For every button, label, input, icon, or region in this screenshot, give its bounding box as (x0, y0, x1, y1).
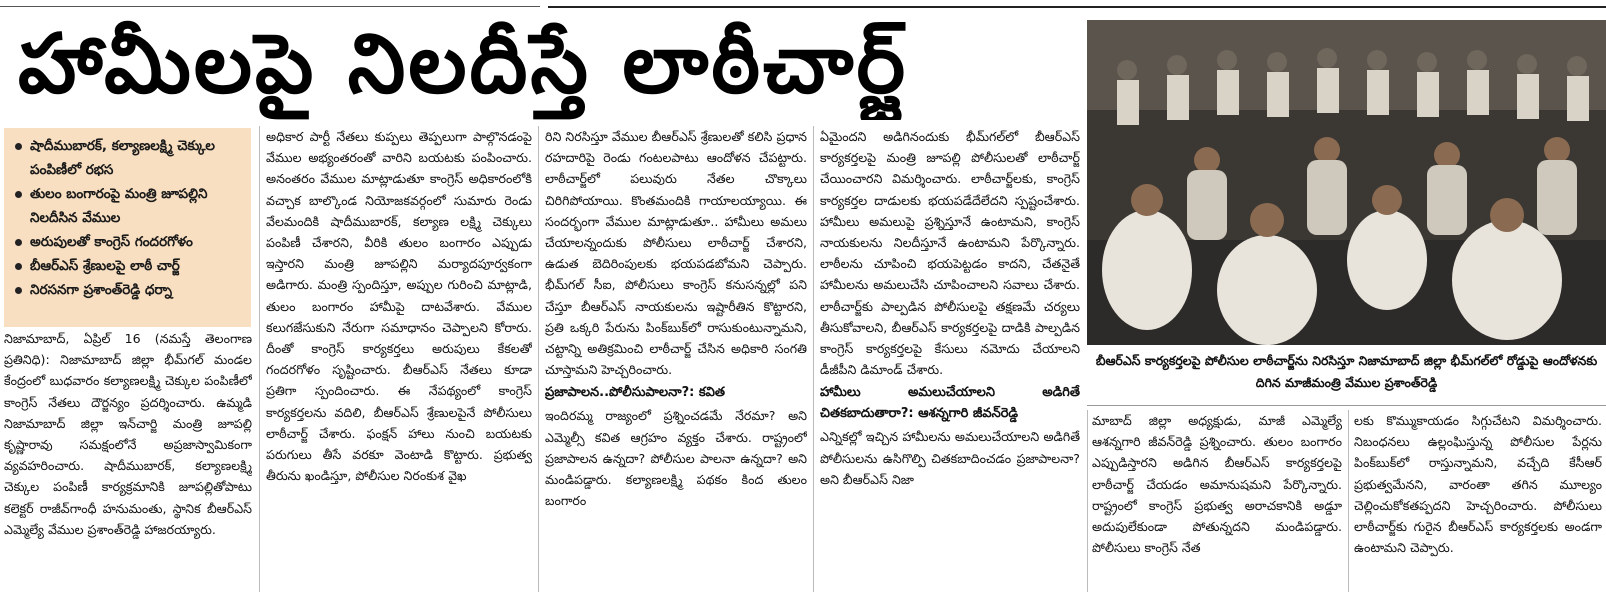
top-rule-left (0, 6, 540, 7)
news-photo (1087, 20, 1606, 345)
highlight-item: అరుపులతో కాంగ్రెస్ గందరగోళం (12, 230, 245, 254)
highlight-item: బీఆర్ఎస్ శ్రేణులపై లాఠీ చార్జ్ (12, 254, 245, 278)
section-subhead: ప్రజాపాలన..పోలీసుపాలనా?: కవిత (545, 385, 725, 401)
protest-crowd-image (1087, 20, 1606, 345)
top-rule-right (548, 6, 1606, 8)
article-column-4 (820, 126, 1080, 592)
article-column-2 (266, 126, 532, 592)
headline: హామీలపై నిలదీస్తే లాఠీచార్జ్ (18, 17, 909, 112)
column-text: ఇందిరమ్మ రాజ్యంలో ప్రశ్నించడమే నేరమా? అని ఎమ్మెల్సీ కవిత ఆగ్రహం వ్యక్తం చేశారు. రాష్ట్రంలో ప్రజాపాలన ఉన్నదా? పోలీసుల పాలనా ఉన్నదా? అని మండిపడ్డారు. కల్యాణలక్ష్మి పథకం కింద తులం బంగారం (545, 408, 807, 509)
column-text: అధికార పార్టీ నేతలు కుప్పలు తెప్పలుగా పాల్గొనడంపై వేముల అభ్యంతరంతో వారిని బయటకు పంపించారు. అనంతరం వేముల మాట్లాడుతూ కాంగ్రెస్ అధికారంలోకి వచ్చాక బాల్కొండ నియోజకవర్గంలో సుమారు రెండు వేలమందికి షాదీముబారక్, కల్యాణ లక్ష్మి చెక్కులు పంపిణీ చేశారని, వీరికి తులం బంగారం ఎప్పుడు ఇస్తారని మంత్రి జూపల్లిని మర్యాదపూర్వకంగా అడిగారు. మంత్రి స్పందిస్తూ, అప్పుల గురించి మాట్లాడి, తులం బంగారం హామీపై దాటవేశారు. వేముల కలుగజేసుకుని నేరుగా సమాధానం చెప్పాలని కోరారు. దీంతో కాంగ్రెస్ కార్యకర్తలు అరుపులు కేకలతో గందరగోళం సృష్టించారు. బీఆర్ఎస్ నేతలు కూడా ప్రతిగా స్పందించారు. ఈ నేపథ్యంలో కాంగ్రెస్ కార్యకర్తలను వదిలి, బీఆర్ఎస్ శ్రేణులపైనే పోలీసులు లాఠీచార్జ్ చేశారు. ఫంక్షన్ హాలు నుంచి బయటకు పరుగులు తీసే వరకూ వెంటాడి కొట్టారు. ప్రభుత్వ తీరును ఖండిస్తూ, పోలీసుల నిరంకుశ వైఖ (266, 129, 532, 484)
column-text: మాబాద్ జిల్లా అధ్యక్షుడు, మాజీ ఎమ్మెల్యే ఆశన్నగారి జీవన్‌రెడ్డి ప్రశ్నించారు. తులం బంగారం ఎప్పుడిస్తారని అడిగిన బీఆర్ఎస్ కార్యకర్తలపై లాఠీచార్జ్ చేయడం అమానుషమని పేర్కొన్నారు. రాష్ట్రంలో కాంగ్రెస్ ప్రభుత్వ అరాచకానికి అడ్డూ అదుపులేకుండా పోతున్నదని మండిపడ్డారు. పోలీసులు కాంగ్రెస్ నేత (1092, 413, 1342, 556)
column-text: లకు కొమ్ముకాయడం సిగ్గుచేటని విమర్శించారు. నిబంధనలు ఉల్లంఘిస్తున్న పోలీసుల పేర్లను పింక్‌బుక్‌లో రాస్తున్నామని, వచ్చేది కేసీఆర్ ప్రభుత్వమేనని, వారంతా తగిన మూల్యం చెల్లించుకోకతప్పదని హెచ్చరించారు. పోలీసులు లాఠీచార్జ్‌కు గురైన బీఆర్ఎస్ కార్యకర్తలకు అండగా ఉంటామని చెప్పారు. (1354, 413, 1602, 556)
photo-caption: బీఆర్ఎస్ కార్యకర్తలపై పోలీసుల లాఠీచార్జ్‌ను నిరసిస్తూ నిజామాబాద్ జిల్లా భీమ్‌గల్‌లో రోడ్డుపై ఆందోళనకు దిగిన మాజీమంత్రి వేముల ప్రశాంత్‌రెడ్డి (1087, 350, 1606, 406)
column-divider (538, 126, 539, 592)
column-divider (1087, 410, 1088, 592)
column-text: ఏమైందని అడిగినందుకు భీమ్‌గల్‌లో బీఆర్ఎస్ కార్యకర్తలపై మంత్రి జూపల్లి పోలీసులతో లాఠీచార్జ్ చేయించారని విమర్శించారు. లాఠీచార్జ్‌లకు, కాంగ్రెస్ కార్యకర్తల దాడులకు భయపడేదేలేదని స్పష్టంచేశారు. హామీలు అమలుపై ప్రశ్నిస్తూనే ఉంటామని, కాంగ్రెస్ నాయకులను నిలదీస్తూనే ఉంటామని పేర్కొన్నారు. లాఠీలను చూపించి భయపెట్టడం కాదని, చేతనైతే హామీలను అమలుచేసి చూపించాలని సవాలు చేశారు. లాఠీచార్జ్‌కు పాల్పడిన పోలీసులపై తక్షణమే చర్యలు తీసుకోవాలని, బీఆర్ఎస్ కార్యకర్తలపై దాడికి పాల్పడిన కాంగ్రెస్ కార్యకర్తలపై కేసులు నమోదు చేయాలని డీజీపీని డిమాండ్ చేశారు. (820, 129, 1080, 378)
column-divider (813, 126, 814, 592)
article-column-3 (545, 126, 807, 592)
column-text: ఎన్నికల్లో ఇచ్చిన హామీలను అమలుచేయాలని అడిగితే పోలీసులను ఉసిగొల్పి చితకబాదించడం ప్రజాపాలనా? అని బీఆర్ఎస్ నిజా (820, 429, 1080, 487)
article-column-6 (1354, 410, 1602, 592)
column-divider (259, 126, 260, 592)
highlight-item: తులం బంగారంపై మంత్రి జూపల్లిని నిలదీసిన వేముల (12, 182, 245, 230)
column-text: నిజామాబాద్, ఏప్రిల్ 16 (నమస్తే తెలంగాణ ప్రతినిధి): నిజామాబాద్ జిల్లా భీమ్‌గల్ మండల కేంద్రంలో బుధవారం కల్యాణలక్ష్మి చెక్కుల పంపిణీలో కాంగ్రెస్ నేతలు దౌర్జన్యం ప్రదర్శించారు. ఉమ్మడి నిజామాబాద్ జిల్లా ఇన్‌చార్జి మంత్రి జూపల్లి కృష్ణారావు సమక్షంలోనే అప్రజాస్వామికంగా వ్యవహరించారు. షాదీముబారక్, కల్యాణలక్ష్మి చెక్కుల పంపిణీ కార్యక్రమానికి జూపల్లితోపాటు కలెక్టర్ రాజీవ్‌గాంధీ హనుమంతు, స్థానిక బీఆర్ఎస్ ఎమ్మెల్యే వేముల ప్రశాంత్‌రెడ్డి హాజరయ్యారు. (4, 331, 252, 537)
column-text: రిని నిరసిస్తూ వేముల బీఆర్ఎస్ శ్రేణులతో కలిసి ప్రధాన రహదారిపై రెండు గంటలపాటు ఆందోళన చేపట్టారు. లాఠీచార్జ్‌లో పలువురు నేతల చొక్కాలు చిరిగిపోయాయి. కొంతమందికి గాయాలయ్యాయి. ఈ సందర్భంగా వేముల మాట్లాడుతూ.. హామీలు అమలు చేయాలన్నందుకు పోలీసులు లాఠీచార్జ్ చేశారని, ఉడుత బెదిరింపులకు భయపడబోమని చెప్పారు. భీమ్‌గల్ సీఐ, పోలీసులు కాంగ్రెస్ కనుసన్నల్లో పని చేస్తూ బీఆర్ఎస్ నాయకులను ఇష్టారీతిన కొట్టారని, ప్రతి ఒక్కరి పేరును పింక్‌బుక్‌లో రాసుకుంటున్నామని, చట్టాన్ని అతిక్రమించి లాఠీచార్జ్ చేసిన అధికారి సంగతి చూస్తామని హెచ్చరించారు. (545, 129, 807, 378)
highlight-item: షాదీముబారక్, కల్యాణలక్ష్మి చెక్కుల పంపిణీలో రభస (12, 134, 245, 182)
section-subhead: హామీలు అమలుచేయాలని అడిగితే చితకబాదుతారా?: ఆశన్నగారి జీవన్‌రెడ్డి (820, 385, 1080, 422)
article-column-1 (4, 328, 252, 592)
highlights-box (4, 128, 251, 327)
column-divider (1348, 410, 1349, 592)
highlight-item: నిరసనగా ప్రశాంత్‌రెడ్డి ధర్నా (12, 278, 245, 302)
article-column-5 (1092, 410, 1342, 592)
